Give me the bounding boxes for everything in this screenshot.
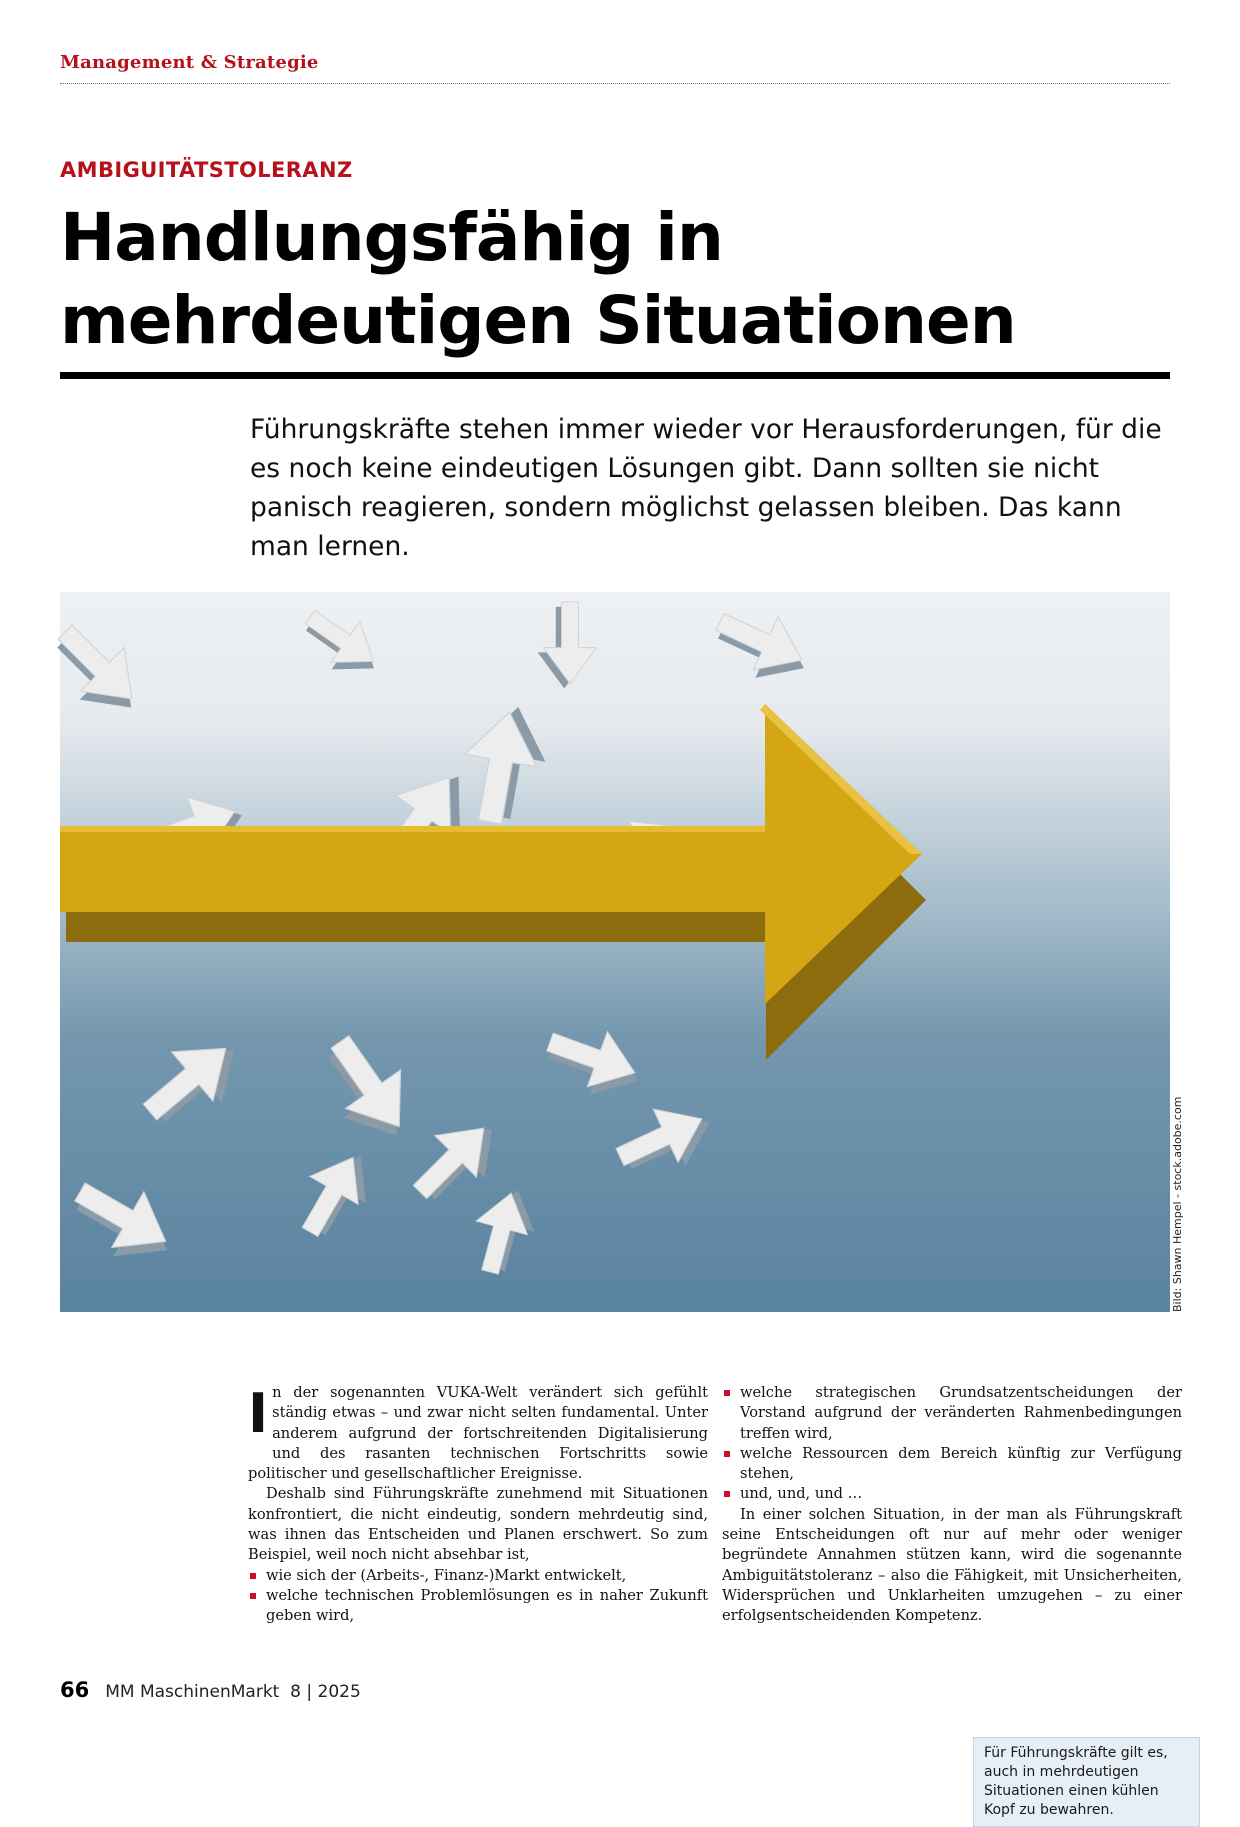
arrows-illustration xyxy=(60,592,1170,1312)
issue-number: 8 | 2025 xyxy=(290,1682,361,1702)
page-footer xyxy=(60,1678,361,1702)
list-item: welche technischen Problemlösungen es in naher Zukunft geben wird, xyxy=(248,1586,708,1627)
header-divider xyxy=(60,83,1170,84)
bullet-list-2 xyxy=(722,1383,1182,1505)
article-kicker: AMBIGUITÄTSTOLERANZ xyxy=(60,158,353,182)
list-item: wie sich der (Arbeits-, Finanz-)Markt entwickelt, xyxy=(248,1566,708,1586)
article-lead: Führungskräfte stehen immer wieder vor Herausforderungen, für die es noch keine eindeutigen Lösungen gibt. Dann sollten sie nicht panisch reagieren, sondern möglichst gelassen bleiben. Das kann man lernen. xyxy=(250,414,1162,562)
title-rule xyxy=(60,372,1170,379)
body-column-2 xyxy=(722,1383,1182,1627)
bullet-list-1 xyxy=(248,1566,708,1627)
body-paragraph-1: In der sogenannten VUKA-Welt verändert sich gefühlt ständig etwas – und zwar nicht selten fundamental. Unter anderem aufgrund der fortschreitenden Digitalisierung und des rasanten technischen Fortschritts sowie politischer und gesellschaftlicher Ereignisse. xyxy=(248,1382,708,1483)
list-item: welche Ressourcen dem Bereich künftig zur Verfügung stehen, xyxy=(722,1444,1182,1485)
body-paragraph-2: Deshalb sind Führungskräfte zunehmend mit Situationen konfrontiert, die nicht eindeutig, sondern mehrdeutig sind, was ihnen das Entscheiden und Planen erschwert. So zum Beispiel, weil noch nicht absehbar ist, xyxy=(248,1485,708,1564)
article-title-line-1: Handlungsfähig in xyxy=(60,199,723,276)
article-title-line-2: mehrdeutigen Situationen xyxy=(60,282,1016,359)
list-item: welche strategischen Grundsatzentscheidungen der Vorstand aufgrund der veränderten Rahmenbedingungen treffen wird, xyxy=(722,1383,1182,1444)
publication-name: MM MaschinenMarkt xyxy=(105,1682,280,1702)
photo-credit: Bild: Shawn Hempel - stock.adobe.com xyxy=(1171,1096,1184,1312)
photo-caption: Für Führungskräfte gilt es, auch in mehrdeutigen Situationen einen kühlen Kopf zu bewahren. xyxy=(973,1737,1200,1827)
article-title xyxy=(60,196,1170,362)
section-label: Management & Strategie xyxy=(60,52,319,73)
body-column-1 xyxy=(248,1383,708,1627)
page-number: 66 xyxy=(60,1678,90,1702)
body-paragraph-3: In einer solchen Situation, in der man als Führungskraft seine Entscheidungen oft nur auf mehr oder weniger begründete Annahmen stützen kann, wird die sogenannte Ambiguitätstoleranz – also die Fähigkeit, mit Unsicherheiten, Widersprüchen und Unklarheiten umzugehen – zu einer erfolgsentscheidenden Kompetenz. xyxy=(722,1505,1182,1625)
list-item: und, und, und … xyxy=(722,1484,1182,1504)
drop-cap: I xyxy=(248,1382,269,1445)
